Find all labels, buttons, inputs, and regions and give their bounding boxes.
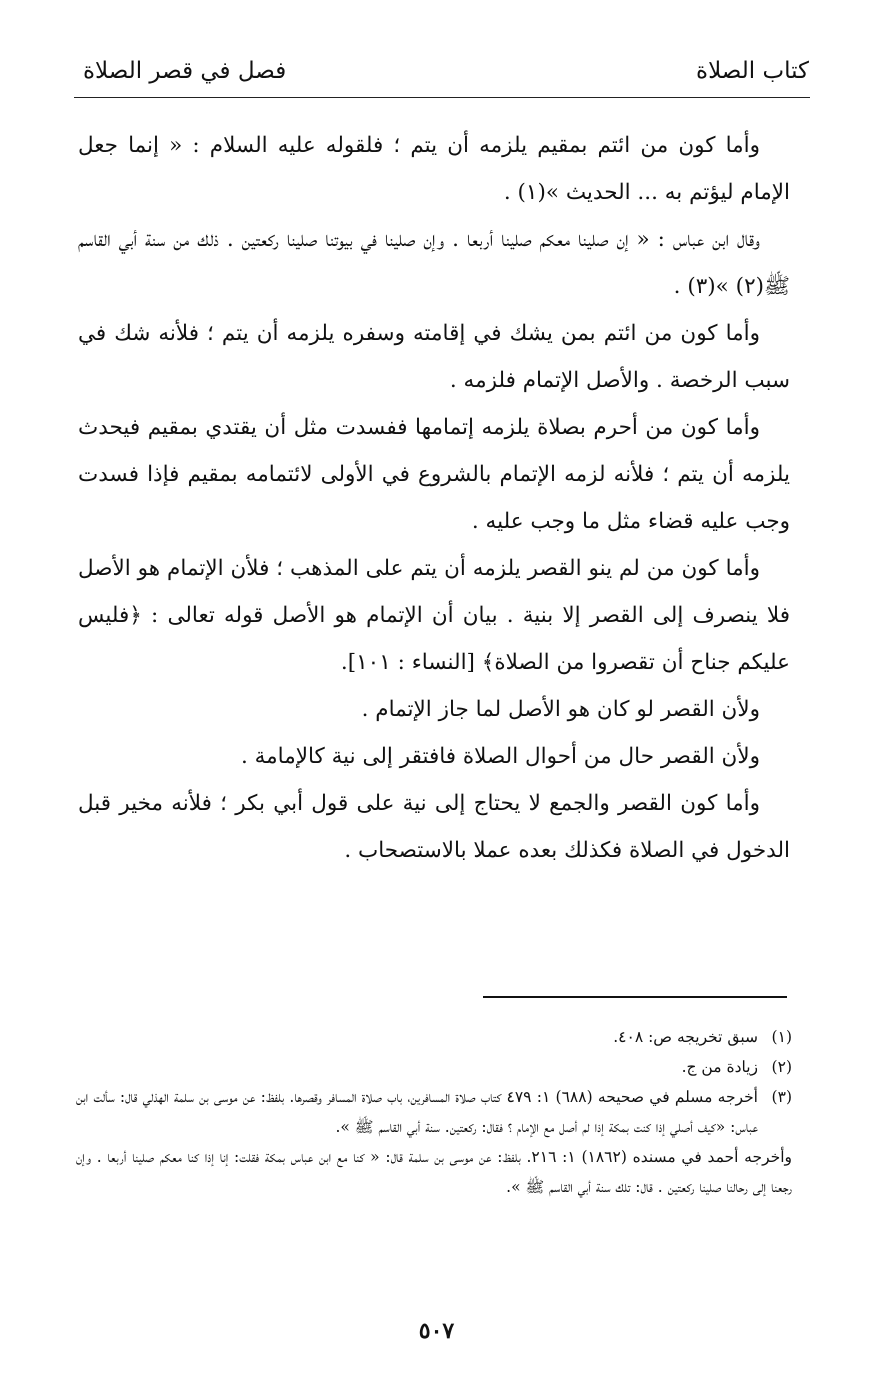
paragraph: ولأن القصر حال من أحوال الصلاة فافتقر إلى نية كالإمامة . — [240, 744, 760, 769]
running-header — [75, 52, 809, 94]
paragraph: ولأن القصر لو كان هو الأصل لما جاز الإتمام . — [361, 697, 760, 722]
footnote — [76, 1022, 792, 1052]
paragraph: وأما كون من ائتم بمقيم يلزمه أن يتم ؛ فلقوله عليه السلام : « إنما جعل الإمام ليؤتم به ... الحديث »(١) . — [78, 133, 790, 205]
footnote-number: (٣) — [771, 1088, 792, 1106]
footnote-text: أخرجه مسلم في صحيحه (٦٨٨) ١: ٤٧٩ كتاب صلاة المسافرين، باب صلاة المسافر وقصرها. بلفظ: عن موسى بن سلمة الهذلي قال: سألت ابن عباس: «كيف أصلي إذا كنت بمكة إذا لم أصل مع الإمام ؟ فقال: ركعتين. سنة أبي القاسم ﷺ ». — [76, 1088, 758, 1136]
main-text — [78, 122, 790, 874]
paragraph: وأما كون من أحرم بصلاة يلزمه إتمامها ففسدت مثل أن يقتدي بمقيم فيحدث يلزمه أن يتم ؛ فلأنه لزمه الإتمام بالشروع في الأولى لائتمامه بمقيم فإذا فسدت وجب عليه قضاء مثل ما وجب عليه . — [78, 415, 790, 534]
footnote-number: (٢) — [771, 1058, 792, 1076]
paragraph: وقال ابن عباس : « إن صلينا معكم صلينا أربعا . وإن صلينا في بيوتنا صلينا ركعتين . ذلك من سنة أبي القاسم ﷺ(٢) »(٣) . — [78, 227, 790, 299]
footnotes — [76, 1022, 792, 1202]
footnote-divider — [483, 996, 787, 998]
header-divider — [74, 97, 810, 98]
book-title: كتاب الصلاة — [696, 58, 809, 84]
footnote-text: زيادة من ج. — [681, 1058, 758, 1076]
footnote — [76, 1052, 792, 1082]
paragraph: وأما كون من ائتم بمن يشك في إقامته وسفره يلزمه أن يتم ؛ فلأنه شك في سبب الرخصة . والأصل الإتمام فلزمه . — [78, 321, 790, 393]
page-number: ٥٠٧ — [418, 1318, 455, 1344]
footnote-number: (١) — [771, 1028, 792, 1046]
paragraph: وأما كون من لم ينو القصر يلزمه أن يتم على المذهب ؛ فلأن الإتمام هو الأصل فلا ينصرف إلى القصر إلا بنية . بيان أن الإتمام هو الأصل قوله تعالى : ﴿فليس عليكم جناح أن تقصروا من الصلاة﴾ [النساء : ١٠١]. — [78, 556, 790, 675]
footnote-continuation: وأخرجه أحمد في مسنده (١٨٦٢) ١: ٢١٦. بلفظ: عن موسى بن سلمة قال: « كنا مع ابن عباس بمكة فقلت: إنا إذا كنا معكم صلينا أربعا . وإن رجعنا إلى رحالنا صلينا ركعتين . قال: تلك سنة أبي القاسم ﷺ ». — [76, 1148, 793, 1196]
footnote-text: سبق تخريجه ص: ٤٠٨. — [613, 1028, 758, 1046]
paragraph: وأما كون القصر والجمع لا يحتاج إلى نية على قول أبي بكر ؛ فلأنه مخير قبل الدخول في الصلاة فكذلك بعده عملا بالاستصحاب . — [78, 791, 790, 863]
chapter-title: فصل في قصر الصلاة — [83, 58, 287, 84]
footnote — [76, 1082, 792, 1142]
